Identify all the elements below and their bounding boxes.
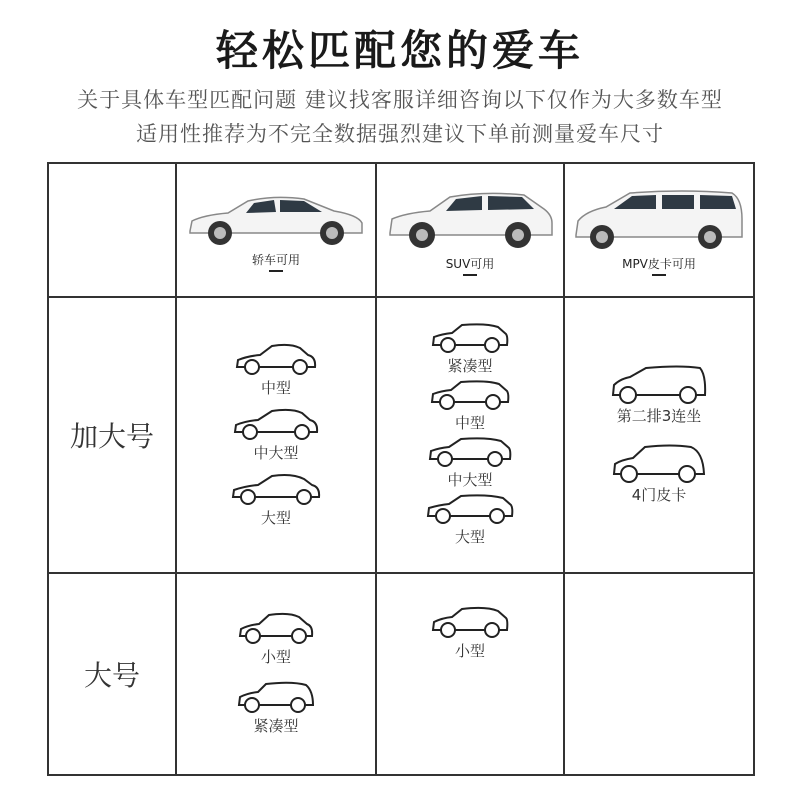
- suv-outline-icon: [429, 380, 511, 412]
- subtitle-line-1: 关于具体车型匹配问题 建议找客服详细咨询以下仅作为大多数车型: [77, 88, 723, 112]
- fit-label: 4门皮卡: [631, 486, 687, 504]
- fit-item: [425, 494, 515, 547]
- fit-item: [237, 612, 315, 667]
- fit-label: 中型: [260, 378, 291, 397]
- empty-corner-cell: [48, 163, 176, 297]
- row-label: 加大号: [69, 420, 154, 453]
- fit-label: 中大型: [447, 471, 493, 489]
- sedan-outline-icon: [230, 473, 322, 507]
- sedan-outline-icon: [237, 612, 315, 646]
- suv-fit-cell: [376, 297, 564, 573]
- pickup-outline-icon: [611, 444, 707, 484]
- mpv-header-label: MPV皮卡可用: [622, 256, 696, 271]
- row-large: [48, 573, 754, 775]
- fit-item: [610, 365, 708, 426]
- suv-header-cell: [376, 163, 564, 297]
- row-label: 大号: [83, 659, 140, 692]
- subtitle-line-2: 适用性推荐为不完全数据强烈建议下单前测量爱车尺寸: [136, 122, 664, 146]
- suv-outline-icon: [430, 606, 510, 640]
- fit-item: [236, 681, 316, 736]
- row-extra-large: [48, 297, 754, 573]
- suv-outline-icon: [425, 494, 515, 526]
- sedan-fit-cell: [176, 573, 376, 775]
- fit-item: [234, 343, 318, 398]
- fit-item: [230, 473, 322, 528]
- mpv-photo-icon: [572, 189, 746, 253]
- page-title: 轻松匹配您的爱车: [215, 26, 584, 75]
- sedan-outline-icon: [232, 408, 320, 442]
- fit-item: [232, 408, 320, 463]
- mpv-fit-cell-empty: [564, 573, 754, 775]
- fit-label: 大型: [260, 508, 291, 527]
- header-row: [48, 163, 754, 297]
- mpv-header-cell: [564, 163, 754, 297]
- mpv-outline-icon: [610, 365, 708, 405]
- fit-label: 紧凑型: [447, 357, 493, 375]
- fit-item: [429, 380, 511, 433]
- mpv-fit-cell: [564, 297, 754, 573]
- fit-label: 小型: [454, 642, 485, 660]
- suv-outline-icon: [427, 437, 513, 469]
- hatchback-outline-icon: [236, 681, 316, 715]
- fit-item: [427, 437, 513, 490]
- sedan-photo-icon: [184, 193, 368, 249]
- fit-item: [611, 444, 707, 505]
- row-label-cell: [48, 297, 176, 573]
- fit-label: 中型: [454, 414, 485, 432]
- fit-label: 紧凑型: [253, 717, 299, 735]
- sedan-header-label: 轿车可用: [251, 252, 300, 267]
- fit-label: 中大型: [253, 443, 299, 462]
- fit-label: 小型: [260, 648, 291, 666]
- suv-header-label: SUV可用: [445, 256, 495, 271]
- sedan-outline-icon: [234, 343, 318, 377]
- fit-item: [430, 323, 510, 376]
- fit-item: [430, 606, 510, 661]
- fit-label: 第二排3连坐: [616, 407, 702, 425]
- sedan-fit-cell: [176, 297, 376, 573]
- compatibility-table: [47, 162, 755, 776]
- suv-outline-icon: [430, 323, 510, 355]
- suv-photo-icon: [384, 189, 556, 253]
- row-label-cell: [48, 573, 176, 775]
- sedan-header-cell: [176, 163, 376, 297]
- fit-label: 大型: [454, 528, 485, 546]
- suv-fit-cell: [376, 573, 564, 775]
